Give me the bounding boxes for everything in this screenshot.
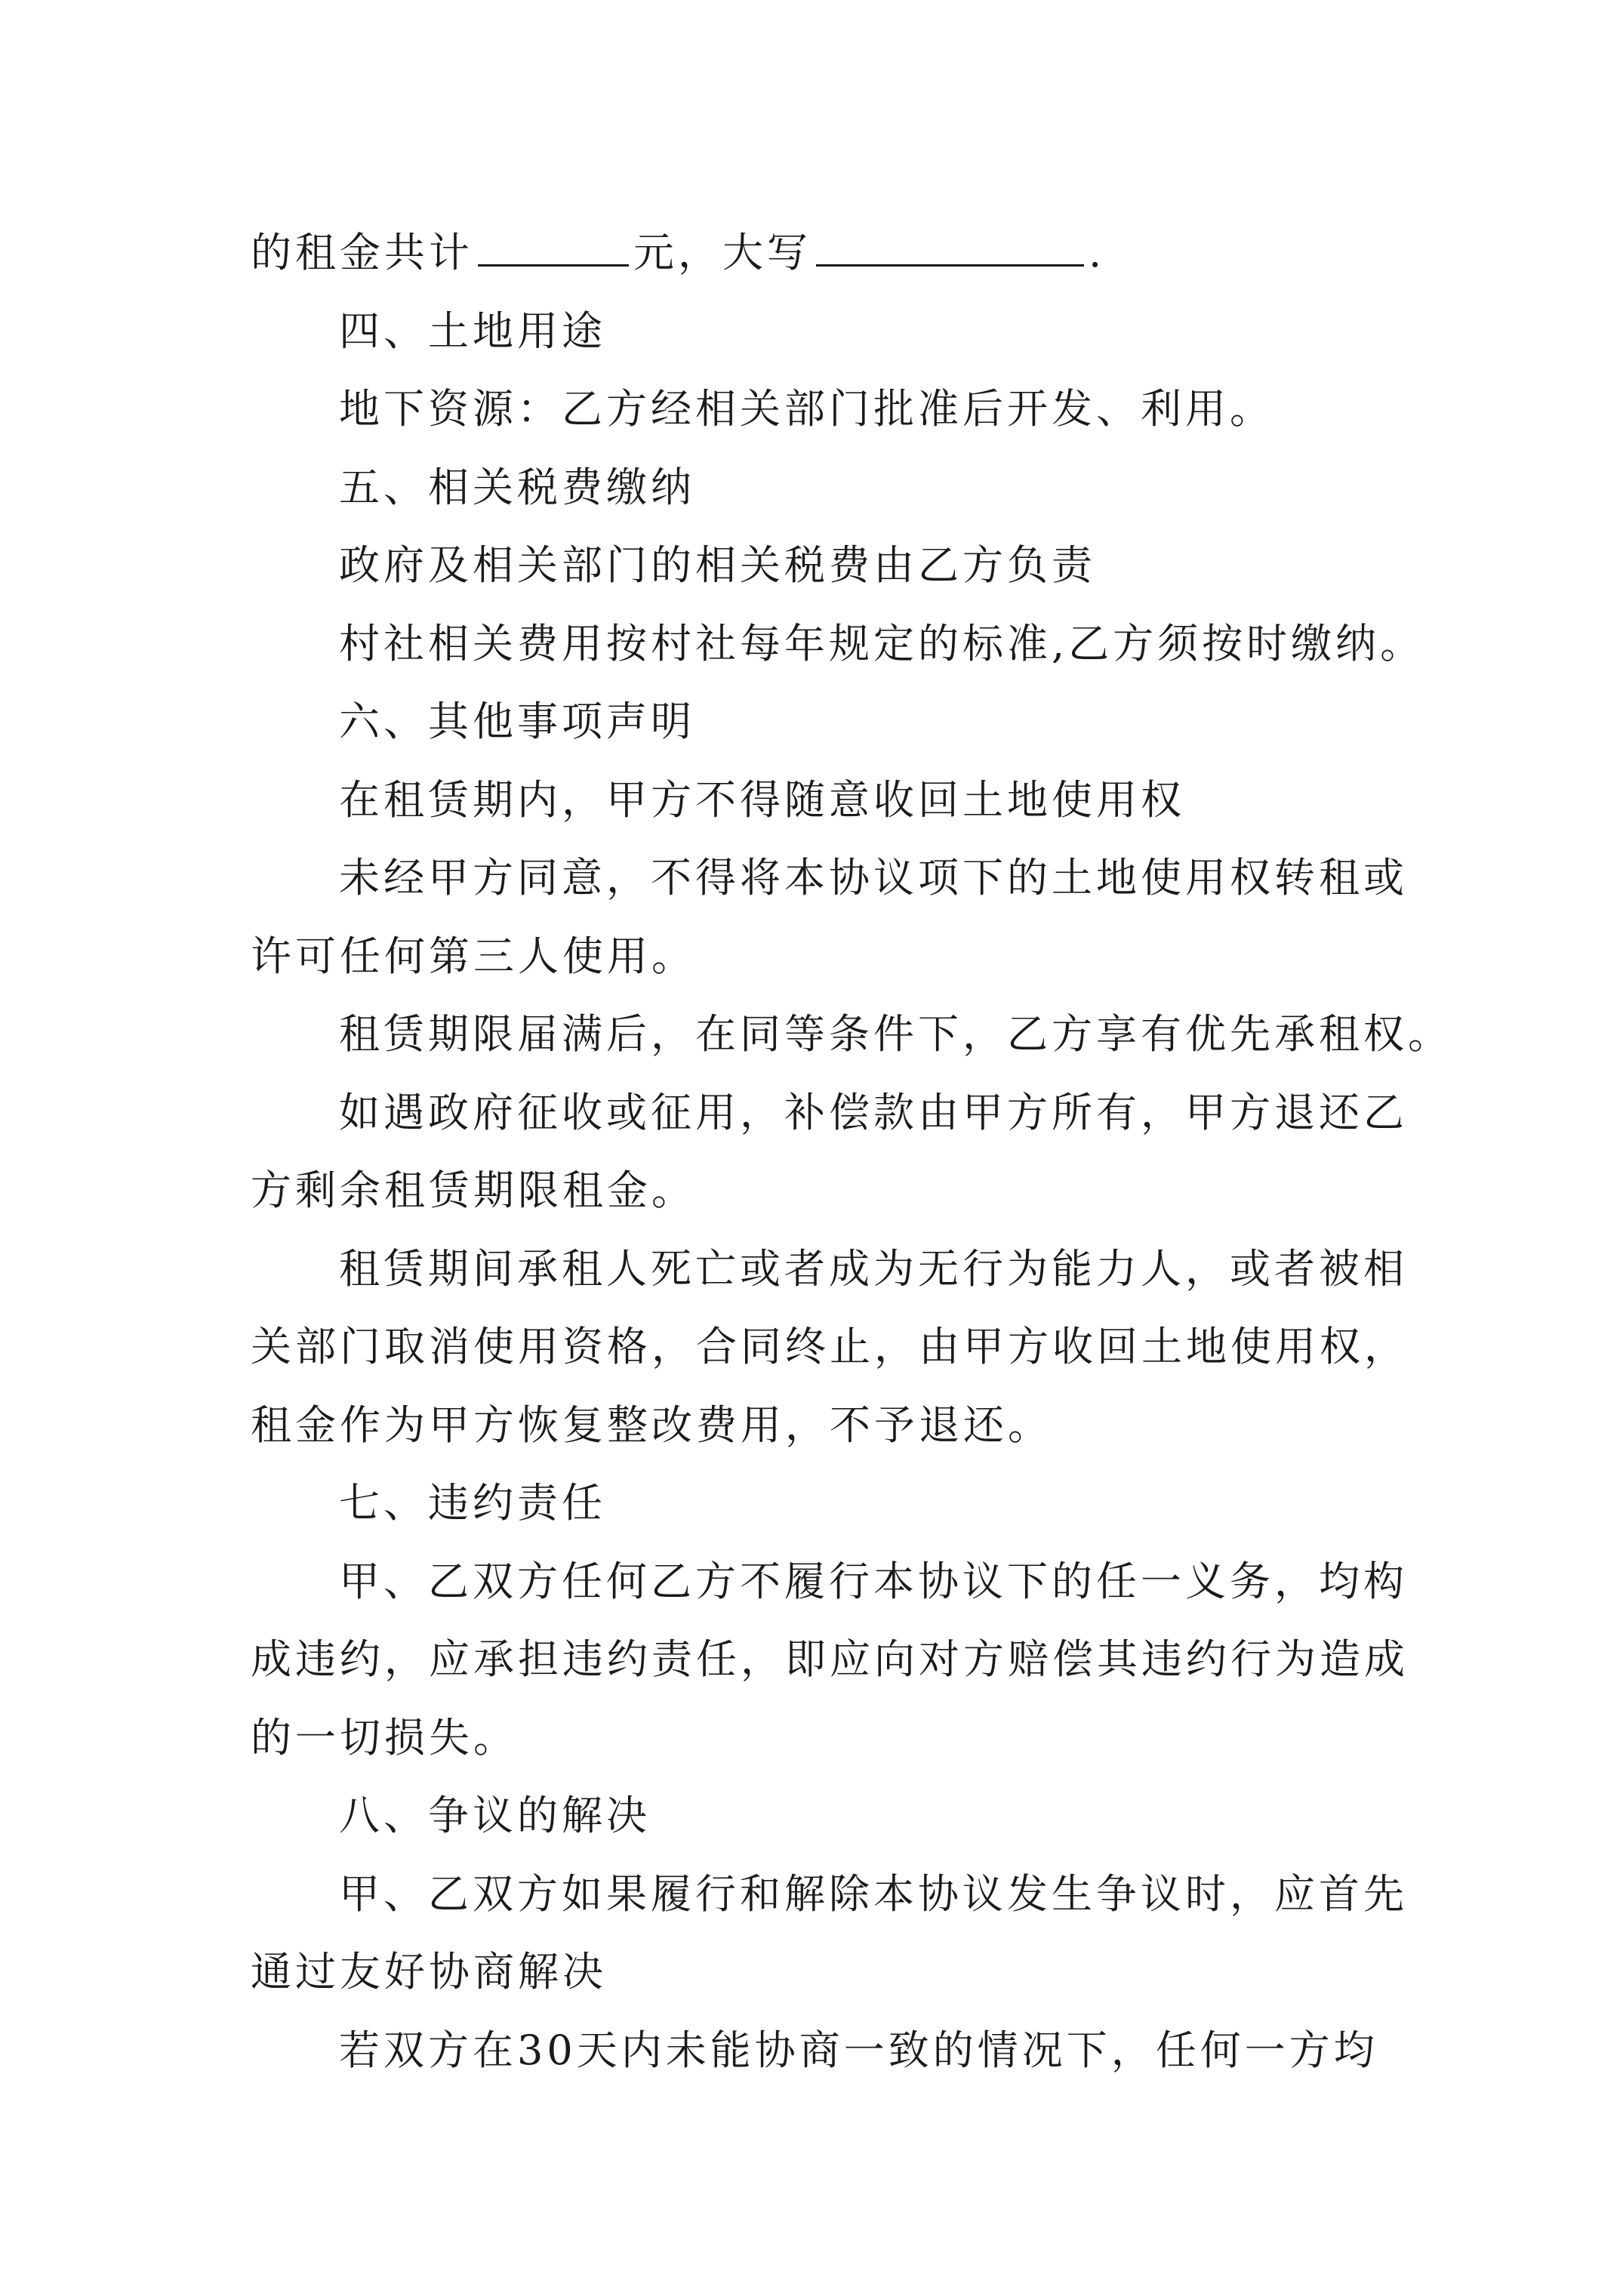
- paragraph-line: 未经甲方同意，不得将本协议项下的土地使用权转租或: [339, 854, 1408, 901]
- paragraph-line: 政府及相关部门的相关税费由乙方负责: [339, 541, 1096, 589]
- paragraph-line: 甲、乙双方任何乙方不履行本协议下的任一义务，均构: [339, 1557, 1408, 1605]
- paragraph-line: 的一切损失。: [251, 1713, 518, 1761]
- paragraph-line: 若双方在30天内未能协商一致的情况下，任何一方均: [339, 2026, 1378, 2074]
- paragraph-line: 村社相关费用按村社每年规定的标准,乙方须按时缴纳。: [339, 619, 1425, 667]
- paragraph-line: 租赁期间承租人死亡或者成为无行为能力人，或者被相: [339, 1244, 1408, 1293]
- paragraph-line: 租赁期限届满后，在同等条件下，乙方享有优先承租权。: [339, 1010, 1452, 1058]
- paragraph-line: 关部门取消使用资格，合同终止，由甲方收回土地使用权，: [251, 1323, 1409, 1370]
- rent-amount-capital-blank[interactable]: [816, 220, 1084, 267]
- section-heading-dispute: 八、争议的解决: [339, 1792, 651, 1839]
- paragraph-line: 甲、乙双方如果履行和解除本协议发生争议时，应首先: [339, 1869, 1408, 1918]
- document-body: [251, 214, 1452, 2089]
- paragraph-line: 成违约，应承担违约责任，即应向对方赔偿其违约行为造成: [251, 1635, 1409, 1683]
- section-heading-land-use: 四、土地用途: [339, 307, 606, 355]
- rent-total-line: [251, 214, 1398, 292]
- paragraph-line: 通过友好协商解决: [251, 1948, 607, 1996]
- rent-amount-blank[interactable]: [478, 220, 629, 267]
- paragraph-line: 在租赁期内，甲方不得随意收回土地使用权: [339, 775, 1185, 824]
- rent-total-middle: 元，大写: [633, 229, 812, 276]
- paragraph-line: 地下资源：乙方经相关部门批准后开发、利用。: [339, 385, 1274, 433]
- rent-total-suffix: .: [1089, 229, 1106, 276]
- section-heading-other-matters: 六、其他事项声明: [339, 698, 695, 745]
- section-heading-taxes: 五、相关税费缴纳: [339, 463, 695, 511]
- paragraph-line: 租金作为甲方恢复整改费用，不予退还。: [251, 1401, 1052, 1449]
- paragraph-line: 许可任何第三人使用。: [251, 932, 696, 980]
- paragraph-line: 如遇政府征收或征用，补偿款由甲方所有，甲方退还乙: [339, 1088, 1408, 1136]
- paragraph-line: 方剩余租赁期限租金。: [251, 1166, 696, 1214]
- section-heading-breach: 七、违约责任: [339, 1479, 606, 1527]
- rent-total-prefix: 的租金共计: [251, 229, 473, 276]
